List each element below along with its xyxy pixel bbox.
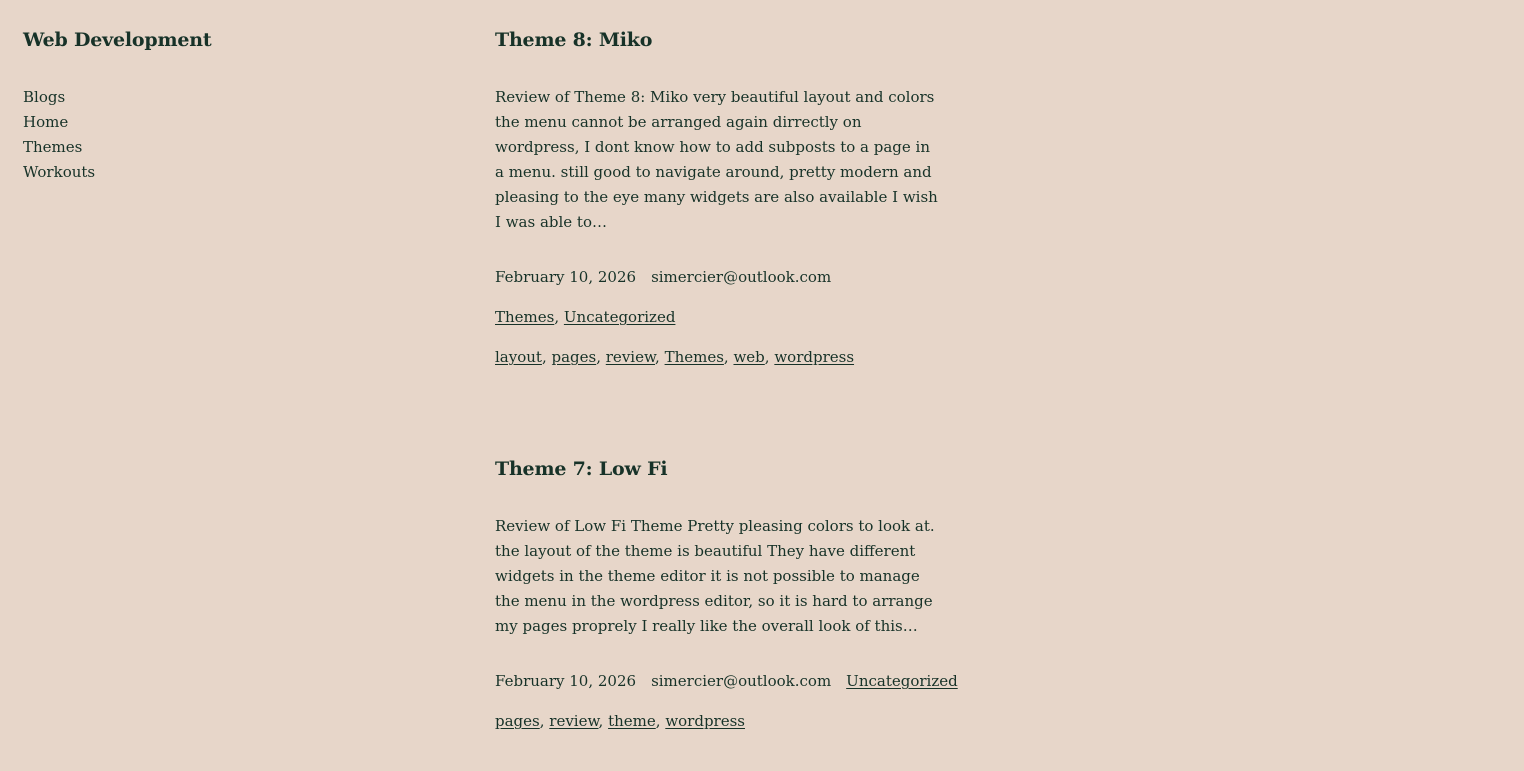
tag-link-pages[interactable]: pages (495, 712, 540, 730)
tag-link-web[interactable]: web (733, 348, 765, 366)
separator: , (723, 348, 734, 366)
category-link-themes[interactable]: Themes (495, 308, 555, 326)
site-title[interactable] (23, 27, 423, 53)
separator: , (539, 712, 550, 730)
post-title-link[interactable]: Theme 7: Low Fi (495, 458, 668, 480)
tag-link-wordpress[interactable]: wordpress (774, 348, 855, 366)
post-title[interactable] (495, 456, 945, 482)
separator: , (655, 712, 666, 730)
nav-link-blogs[interactable]: Blogs (23, 88, 66, 106)
separator: , (541, 348, 552, 366)
nav-link-themes[interactable]: Themes (23, 138, 83, 156)
post-list (495, 27, 958, 734)
tag-link-layout[interactable]: layout (495, 348, 542, 366)
nav-item-home (23, 110, 423, 135)
post-meta (495, 265, 945, 290)
tag-link-review[interactable]: review (605, 348, 656, 366)
tag-link-wordpress[interactable]: wordpress (665, 712, 745, 730)
nav-link-home[interactable]: Home (23, 113, 69, 131)
post-date[interactable]: February 10, 2026 (495, 672, 637, 690)
post-date[interactable]: February 10, 2026 (495, 268, 637, 286)
post-theme-7 (495, 456, 958, 734)
post-tags (495, 709, 945, 734)
nav-item-workouts (23, 160, 423, 185)
separator: , (764, 348, 775, 366)
separator: , (598, 712, 609, 730)
main-navigation (23, 85, 423, 185)
nav-item-blogs (23, 85, 423, 110)
nav-list (23, 85, 423, 185)
nav-link-workouts[interactable]: Workouts (23, 163, 96, 181)
tag-link-theme[interactable]: theme (608, 712, 656, 730)
post-title[interactable] (495, 27, 945, 53)
sidebar (23, 27, 423, 185)
tag-link-pages[interactable]: pages (551, 348, 597, 366)
post-tags (495, 345, 945, 370)
site-title-link[interactable]: Web Development (23, 29, 212, 51)
post-excerpt: Review of Low Fi Theme Pretty pleasing colors to look at. the layout of the theme is beautiful They have different widgets in the theme editor it is not possible to manage the menu in the wordpress editor, so it is hard to arrange my pages proprely I really like the overall look of this… (495, 517, 935, 635)
post-author[interactable]: simercier@outlook.com (651, 672, 832, 690)
post-categories (495, 305, 945, 330)
tag-link-review[interactable]: review (549, 712, 599, 730)
separator: , (596, 348, 606, 366)
tag-link-themes[interactable]: Themes (664, 348, 724, 366)
post-meta (495, 669, 958, 694)
separator: , (554, 308, 564, 326)
separator: , (655, 348, 665, 366)
nav-item-themes (23, 135, 423, 160)
category-link-uncategorized[interactable]: Uncategorized (846, 672, 958, 690)
post-excerpt: Review of Theme 8: Miko very beautiful layout and colors the menu cannot be arranged again dirrectly on wordpress, I dont know how to add subposts to a page in a menu. still good to navigate around, pretty modern and pleasing to the eye many widgets are also available I wish I was able to… (495, 88, 938, 231)
category-link-uncategorized[interactable]: Uncategorized (563, 308, 676, 326)
post-author[interactable]: simercier@outlook.com (651, 268, 832, 286)
post-theme-8 (495, 27, 945, 370)
post-title-link[interactable]: Theme 8: Miko (495, 29, 653, 51)
